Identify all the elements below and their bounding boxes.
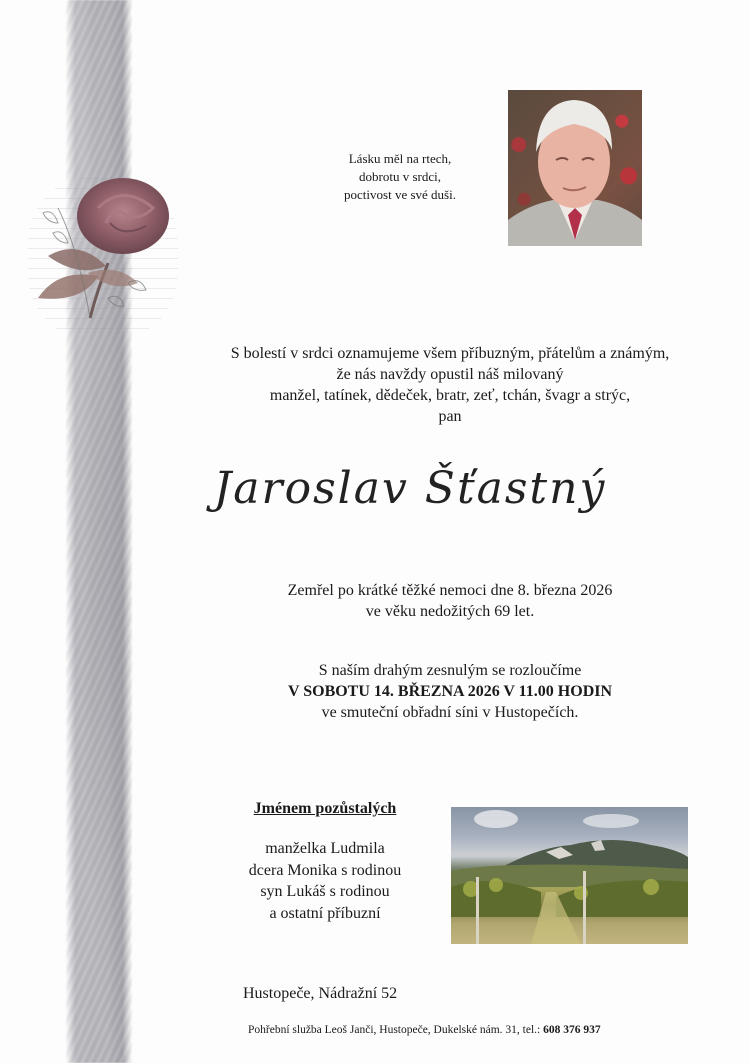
- mourners-list: [225, 838, 425, 924]
- announcement-text: [190, 343, 710, 427]
- motto-line: poctivost ve své duši.: [344, 187, 456, 202]
- mourner-item: a ostatní příbuzní: [269, 904, 381, 922]
- funeral-info: [200, 660, 700, 723]
- deceased-name: Jaroslav Šťastný: [213, 463, 607, 514]
- death-date-line: Zemřel po krátké těžké nemoci dne 8. března 2026: [287, 582, 613, 599]
- address: Hustopeče, Nádražní 52: [243, 985, 398, 1002]
- announcement-line: manžel, tatínek, dědeček, bratr, zeť, tchán, švagr a strýc,: [269, 387, 631, 404]
- motto-line: dobrotu v srdci,: [359, 169, 441, 184]
- funeral-location: ve smuteční obřadní síni v Hustopečích.: [321, 704, 579, 721]
- mourner-item: manželka Ludmila: [265, 840, 385, 857]
- portrait-photo: [508, 90, 642, 246]
- mourner-item: syn Lukáš s rodinou: [260, 883, 390, 900]
- funeral-service-info: Pohřební služba Leoš Janči, Hustopeče, Dukelské nám. 31, tel.:: [248, 1024, 544, 1036]
- person-icon: [508, 90, 642, 246]
- funeral-service-footer: [248, 1024, 728, 1036]
- mourners-title: Jménem pozůstalých: [253, 800, 397, 817]
- announcement-line: že nás navždy opustil náš milovaný: [336, 366, 564, 383]
- age-line: ve věku nedožitých 69 let.: [365, 603, 535, 620]
- motto-line: Lásku měl na rtech,: [348, 151, 452, 166]
- announcement-line: S bolestí v srdci oznamujeme všem příbuzným, přátelům a známým,: [230, 345, 670, 362]
- rose-icon: [28, 168, 178, 348]
- vineyard-landscape-photo: [451, 807, 688, 944]
- landscape-icon: [451, 807, 688, 944]
- decorative-gray-strip: [66, 0, 132, 1063]
- announcement-line: pan: [438, 408, 462, 425]
- phone-number: 608 376 937: [543, 1024, 601, 1036]
- rose-decoration: [28, 168, 178, 348]
- mourner-item: dcera Monika s rodinou: [248, 861, 402, 879]
- funeral-intro: S naším drahým zesnulým se rozloučíme: [318, 662, 582, 679]
- death-info: [200, 580, 700, 622]
- funeral-date-time: V SOBOTU 14. BŘEZNA 2026 V 11.00 HODIN: [287, 683, 613, 700]
- motto: [300, 150, 500, 204]
